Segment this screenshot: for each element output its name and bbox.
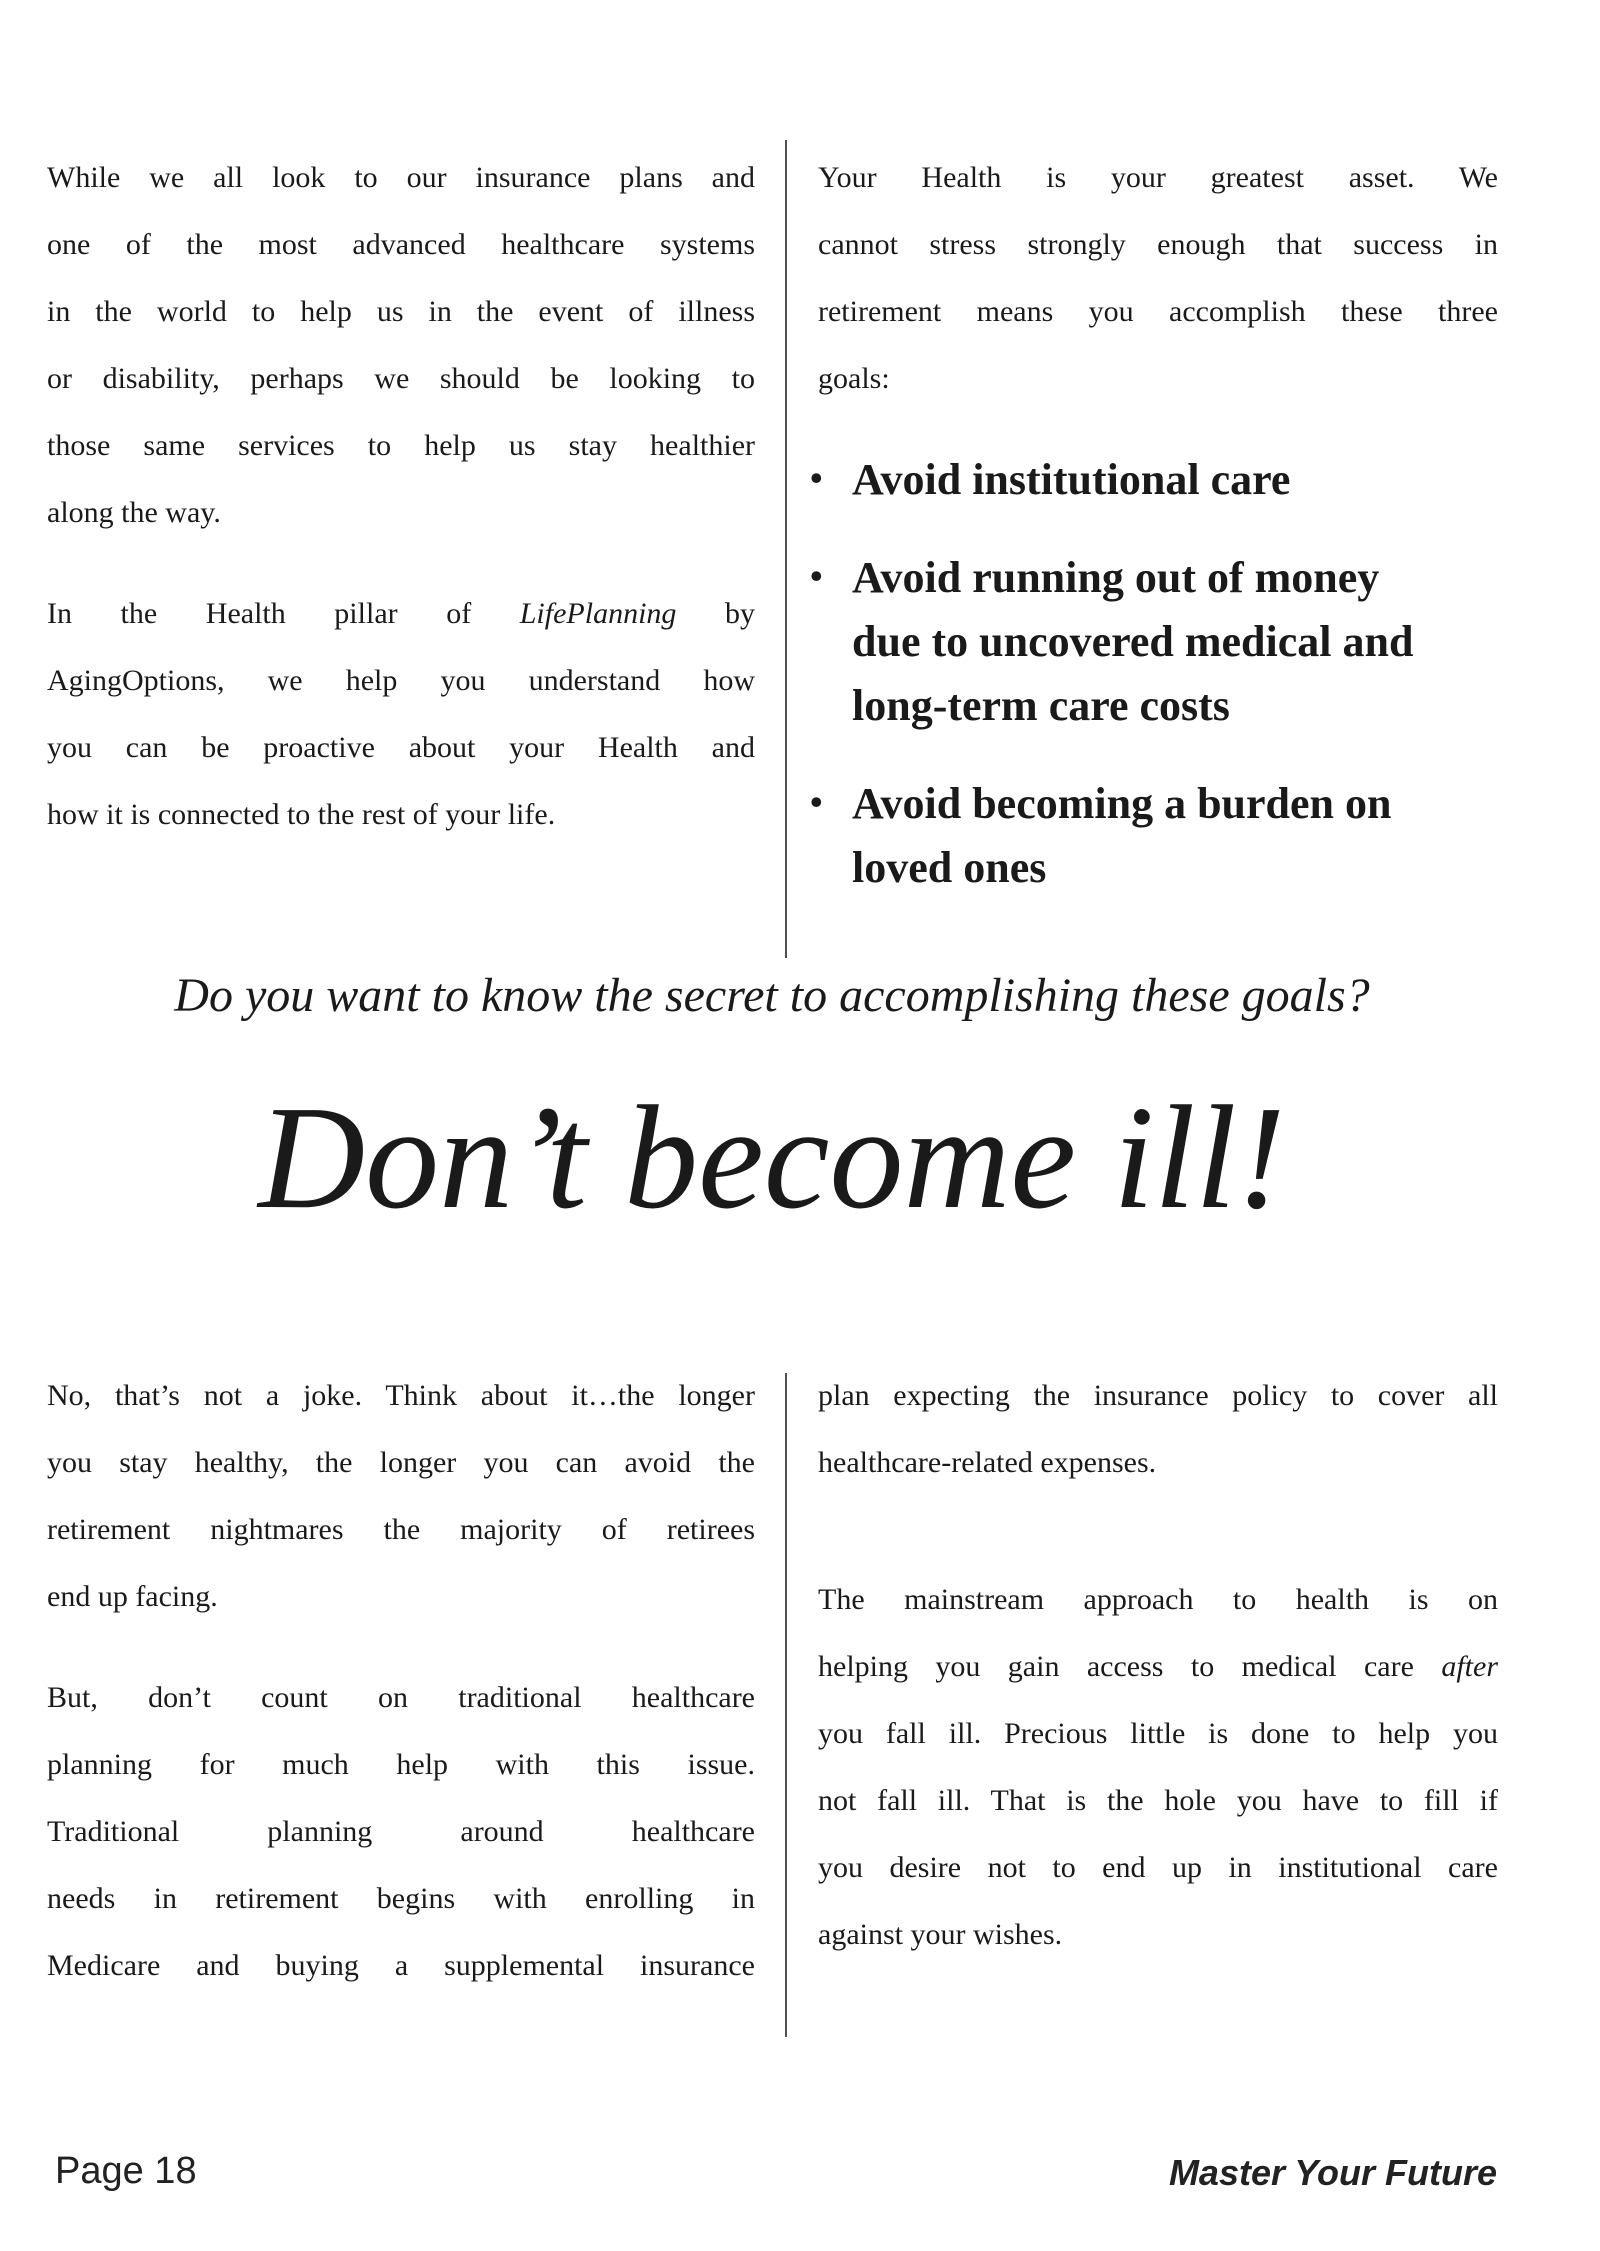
top-left-column (47, 144, 755, 882)
text-line (47, 580, 755, 647)
bullet-line: Avoid becoming a burden on (852, 779, 1392, 828)
bottom-right-column (818, 1362, 1498, 2002)
text-line: No, that’s not a joke. Think about it…the longer (47, 1379, 755, 1412)
text-segment: helping you gain access to medical care (818, 1650, 1442, 1683)
text-line: retirement means you accomplish these three (818, 295, 1498, 328)
secret-question-line: Do you want to know the secret to accomplishing these goals? (174, 969, 1370, 1022)
bullet-line: loved ones (852, 843, 1047, 892)
text-segment: by (676, 597, 755, 630)
bullet-item (810, 772, 1498, 900)
column-divider-bottom (785, 1373, 787, 2037)
italic-term: after (1441, 1650, 1498, 1683)
text-line: or disability, perhaps we should be looking to (47, 362, 755, 395)
text-line: along the way. (47, 496, 221, 529)
text-line: you desire not to end up in institutional care (818, 1851, 1498, 1884)
text-line: not fall ill. That is the hole you have to fill if (818, 1784, 1498, 1817)
text-segment: In the Health pillar of (47, 597, 520, 630)
text-line: planning for much help with this issue. (47, 1748, 755, 1781)
text-line: one of the most advanced healthcare systems (47, 228, 755, 261)
bullet-line: due to uncovered medical and (852, 617, 1414, 666)
text-line: Your Health is your greatest asset. We (818, 161, 1498, 194)
text-line: those same services to help us stay healthier (47, 429, 755, 462)
text-line: But, don’t count on traditional healthcare (47, 1681, 755, 1714)
bullet-line: Avoid institutional care (852, 455, 1291, 504)
text-line: plan expecting the insurance policy to cover all (818, 1379, 1498, 1412)
bottom-left-column (47, 1362, 755, 2033)
text-line: against your wishes. (818, 1918, 1063, 1951)
goals-bullet-list (810, 448, 1498, 900)
paragraph (47, 1664, 755, 1999)
text-line: in the world to help us in the event of illness (47, 295, 755, 328)
text-line: needs in retirement begins with enrolling in (47, 1882, 755, 1915)
text-line: healthcare-related expenses. (818, 1446, 1157, 1479)
paragraph (818, 1566, 1498, 1968)
bullet-icon: • (810, 556, 823, 596)
text-line: goals: (818, 362, 890, 395)
italic-term: LifePlanning (519, 597, 677, 630)
text-line: you can be proactive about your Health and (47, 731, 755, 764)
text-line: end up facing. (47, 1580, 218, 1613)
text-line: While we all look to our insurance plans and (47, 161, 755, 194)
paragraph (818, 144, 1498, 412)
text-line: AgingOptions, we help you understand how (47, 664, 755, 697)
page-number: Page 18 (55, 2150, 197, 2192)
text-line: Medicare and buying a supplemental insurance (47, 1949, 755, 1982)
paragraph (47, 144, 755, 546)
text-line: you fall ill. Precious little is done to help you (818, 1717, 1498, 1750)
text-line: you stay healthy, the longer you can avoid the (47, 1446, 755, 1479)
bullet-item (810, 448, 1498, 512)
top-right-column (810, 144, 1498, 934)
paragraph (818, 1362, 1498, 1496)
bullet-icon: • (810, 782, 823, 822)
page-title: Don’t become ill! (258, 1076, 1286, 1240)
text-line (818, 1633, 1498, 1700)
running-footer-book-title: Master Your Future (1168, 2152, 1497, 2193)
bullet-item (810, 546, 1498, 738)
text-line: how it is connected to the rest of your life. (47, 798, 556, 831)
text-line: The mainstream approach to health is on (818, 1583, 1498, 1616)
bullet-icon: • (810, 458, 823, 498)
bullet-line: Avoid running out of money (852, 553, 1380, 602)
text-line: Traditional planning around healthcare (47, 1815, 755, 1848)
text-line: retirement nightmares the majority of retirees (47, 1513, 755, 1546)
paragraph (47, 1362, 755, 1630)
bullet-line: long-term care costs (852, 681, 1230, 730)
column-divider-top (785, 140, 787, 958)
text-line: cannot stress strongly enough that success in (818, 228, 1498, 261)
paragraph (47, 580, 755, 848)
